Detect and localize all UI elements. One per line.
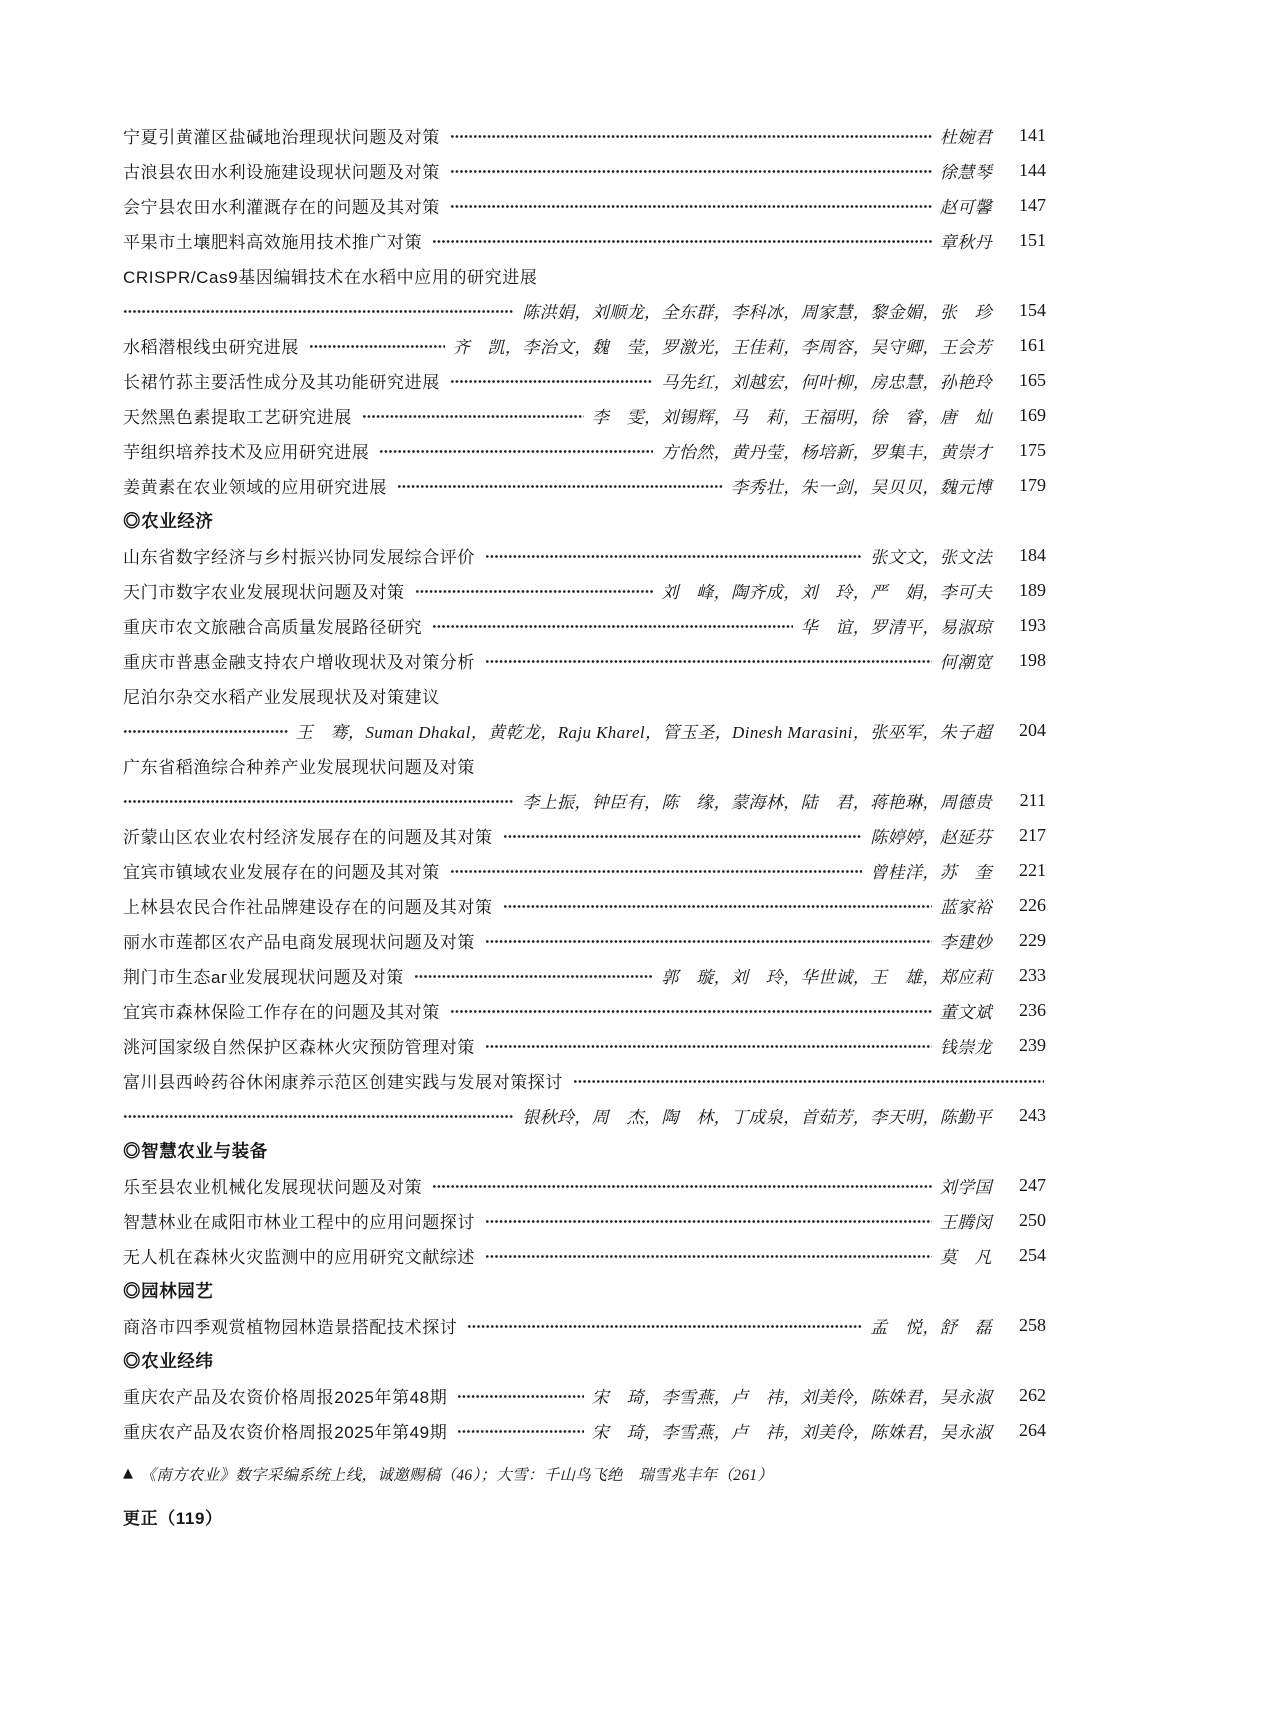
entry-authors: 李 雯，刘锡辉，马 莉，王福明，徐 睿，唐 灿 [591,408,992,427]
entry-authors: 李建妙 [939,933,992,952]
entry-title: 尼泊尔杂交水稻产业发展现状及对策建议 [123,688,440,707]
entry-page-number: 141 [1019,125,1046,145]
dotted-leader [457,1392,583,1401]
dotted-leader [450,867,862,876]
toc-list [123,118,1046,1448]
entry-authors: 杜婉君 [939,128,992,147]
entry-title: 长裙竹荪主要活性成分及其功能研究进展 [123,373,440,392]
entry-title: 宜宾市森林保险工作存在的问题及其对策 [123,1003,440,1022]
entry-title: 乐至县农业机械化发展现状问题及对策 [123,1178,423,1197]
section-header-text: ◎智慧农业与装备 [123,1141,268,1161]
entry-title: 商洛市四季观赏植物园林造景搭配技术探讨 [123,1318,458,1337]
section-header [123,503,1046,538]
entry-authors: 董文斌 [939,1003,992,1022]
entry-title: 洮河国家级自然保护区森林火灾预防管理对策 [123,1038,475,1057]
toc-entry [123,993,1046,1028]
entry-page-number: 258 [1019,1315,1046,1335]
entry-page-number: 254 [1019,1245,1046,1265]
entry-page-number: 144 [1019,160,1046,180]
entry-page-number: 169 [1019,405,1046,425]
toc-entry [123,853,1046,888]
dotted-leader [414,972,654,981]
entry-page-number: 229 [1019,930,1046,950]
entry-title: 姜黄素在农业领域的应用研究进展 [123,478,387,497]
entry-page-number: 198 [1019,650,1046,670]
triangle-icon: ▲ [123,1466,134,1481]
entry-page-number: 217 [1019,825,1046,845]
entry-authors: 宋 琦，李雪燕，卢 祎，刘美伶，陈姝君，吴永淑 [591,1423,992,1442]
entry-title: 富川县西岭药谷休闲康养示范区创建实践与发展对策探讨 [123,1073,563,1092]
entry-title: 山东省数字经济与乡村振兴协同发展综合评价 [123,548,475,567]
entry-title: 芋组织培养技术及应用研究进展 [123,443,370,462]
dotted-leader [432,622,792,631]
entry-authors: 郭 璇，刘 玲，华世诚，王 雄，郑应莉 [661,968,992,987]
entry-authors: 方怡然，黄丹莹，杨培新，罗集丰，黄崇才 [661,443,992,462]
dotted-leader [485,1042,932,1051]
dotted-leader [573,1077,1044,1086]
toc-entry [123,888,1046,923]
dotted-leader [123,797,514,806]
toc-entry-title-line [123,1063,1046,1098]
entry-authors: 华 谊，罗清平，易淑琼 [800,618,992,637]
toc-entry [123,328,1046,363]
entry-authors: 钱崇龙 [939,1038,992,1057]
dotted-leader [450,202,932,211]
toc-entry-authors-line [123,783,1046,818]
section-header-text: ◎农业经纬 [123,1351,214,1371]
entry-title: 重庆农产品及农资价格周报2025年第49期 [123,1423,448,1442]
toc-entry [123,223,1046,258]
entry-authors: 刘 峰，陶齐成，刘 玲，严 娟，李可夫 [661,583,992,602]
toc-entry [123,468,1046,503]
entry-title: 重庆市农文旅融合高质量发展路径研究 [123,618,423,637]
toc-entry [123,573,1046,608]
dotted-leader [123,1112,514,1121]
entry-authors: 李秀壮，朱一剑，吴贝贝，魏元博 [731,478,992,497]
entry-authors: 陈婷婷，赵延芬 [870,828,992,847]
entry-title: 会宁县农田水利灌溉存在的问题及其对策 [123,198,440,217]
section-header [123,1343,1046,1378]
section-header-text: ◎园林园艺 [123,1281,214,1301]
entry-page-number: 151 [1019,230,1046,250]
toc-entry [123,188,1046,223]
entry-authors: 王 骞，Suman Dhakal，黄乾龙，Raju Kharel，管玉圣，Dinesh Marasini，张巫军，朱子超 [295,723,992,742]
entry-authors: 徐慧琴 [939,163,992,182]
entry-authors: 莫 凡 [939,1248,992,1267]
footer-note [123,1456,1046,1491]
entry-title: 天门市数字农业发展现状问题及对策 [123,583,405,602]
dotted-leader [503,832,863,841]
dotted-leader [397,482,723,491]
toc-entry [123,1378,1046,1413]
correction-note: 更正（119） [123,1509,223,1528]
toc-entry-authors-line [123,1098,1046,1133]
toc-entry-authors-line [123,713,1046,748]
dotted-leader [485,552,862,561]
toc-entry-title-line [123,258,1046,293]
entry-authors: 张文文，张文法 [870,548,992,567]
dotted-leader [485,1252,932,1261]
section-header-text: ◎农业经济 [123,511,214,531]
dotted-leader [309,342,445,351]
entry-title: 无人机在森林火灾监测中的应用研究文献综述 [123,1248,475,1267]
toc-entry [123,363,1046,398]
dotted-leader [503,902,932,911]
toc-entry [123,433,1046,468]
toc-entry [123,608,1046,643]
entry-page-number: 154 [1019,300,1046,320]
entry-page-number: 262 [1019,1385,1046,1405]
entry-page-number: 179 [1019,475,1046,495]
dotted-leader [123,727,288,736]
entry-title: 水稻潜根线虫研究进展 [123,338,299,357]
entry-title: 上林县农民合作社品牌建设存在的问题及其对策 [123,898,493,917]
entry-page-number: 233 [1019,965,1046,985]
entry-page-number: 211 [1019,790,1046,810]
entry-title: 宁夏引黄灌区盐碱地治理现状问题及对策 [123,128,440,147]
toc-entry [123,118,1046,153]
entry-title: 古浪县农田水利设施建设现状问题及对策 [123,163,440,182]
entry-title: 沂蒙山区农业农村经济发展存在的问题及其对策 [123,828,493,847]
toc-entry [123,153,1046,188]
entry-title: 平果市土壤肥料高效施用技术推广对策 [123,233,423,252]
dotted-leader [485,1217,932,1226]
entry-page-number: 161 [1019,335,1046,355]
toc-entry [123,1203,1046,1238]
toc-entry [123,1168,1046,1203]
dotted-leader [450,1007,932,1016]
dotted-leader [467,1322,862,1331]
section-header [123,1133,1046,1168]
entry-page-number: 165 [1019,370,1046,390]
entry-authors: 何潮宽 [939,653,992,672]
toc-entry [123,818,1046,853]
entry-page-number: 264 [1019,1420,1046,1440]
entry-authors: 王腾闵 [939,1213,992,1232]
dotted-leader [450,132,932,141]
entry-authors: 李上振，钟臣有，陈 缘，蒙海林，陆 君，蒋艳琳，周德贵 [522,793,992,812]
dotted-leader [432,1182,932,1191]
entry-title: 广东省稻渔综合种养产业发展现状问题及对策 [123,758,475,777]
toc-entry [123,538,1046,573]
dotted-leader [450,377,654,386]
dotted-leader [123,307,514,316]
entry-title: 重庆农产品及农资价格周报2025年第48期 [123,1388,448,1407]
toc-entry [123,643,1046,678]
entry-title: 荆门市生态аг业发展现状问题及对策 [123,968,404,987]
entry-authors: 马先红，刘越宏，何叶柳，房忠慧，孙艳玲 [661,373,992,392]
dotted-leader [362,412,584,421]
toc-entry [123,923,1046,958]
entry-authors: 宋 琦，李雪燕，卢 祎，刘美伶，陈姝君，吴永淑 [591,1388,992,1407]
dotted-leader [450,167,932,176]
entry-title: 宜宾市镇域农业发展存在的问题及其对策 [123,863,440,882]
entry-title: 丽水市莲都区农产品电商发展现状问题及对策 [123,933,475,952]
entry-page-number: 175 [1019,440,1046,460]
toc-entry-title-line [123,748,1046,783]
entry-page-number: 184 [1019,545,1046,565]
entry-authors: 银秋玲，周 杰，陶 林，丁成泉，首茹芳，李天明，陈勤平 [522,1108,992,1127]
section-header [123,1273,1046,1308]
dotted-leader [485,937,932,946]
entry-title: 重庆市普惠金融支持农户增收现状及对策分析 [123,653,475,672]
entry-authors: 蓝家裕 [939,898,992,917]
entry-title: 天然黑色素提取工艺研究进展 [123,408,352,427]
entry-page-number: 147 [1019,195,1046,215]
entry-page-number: 189 [1019,580,1046,600]
entry-page-number: 243 [1019,1105,1046,1125]
toc-entry [123,1308,1046,1343]
dotted-leader [379,447,653,456]
toc-entry [123,1028,1046,1063]
entry-page-number: 247 [1019,1175,1046,1195]
entry-title: CRISPR/Cas9基因编辑技术在水稻中应用的研究进展 [123,268,538,287]
entry-authors: 章秋丹 [939,233,992,252]
entry-authors: 刘学国 [939,1178,992,1197]
entry-authors: 曾桂洋，苏 奎 [870,863,992,882]
toc-entry [123,398,1046,433]
dotted-leader [485,657,932,666]
toc-content [123,118,1046,1534]
dotted-leader [457,1427,583,1436]
entry-authors: 陈洪娟，刘顺龙，全东群，李科冰，周家慧，黎金媚，张 珍 [522,303,992,322]
entry-authors: 齐 凯，李治文，魏 莹，罗激光，王佳莉，李周容，吴守卿，王会芳 [452,338,992,357]
dotted-leader [432,237,932,246]
toc-entry [123,1413,1046,1448]
entry-authors: 孟 悦，舒 磊 [870,1318,992,1337]
toc-entry [123,1238,1046,1273]
toc-entry-authors-line [123,293,1046,328]
entry-page-number: 236 [1019,1000,1046,1020]
footer-note-text: 《南方农业》数字采编系统上线，诚邀赐稿（46）；大雪：千山鸟飞绝 瑞雪兆丰年（261） [140,1466,774,1484]
entry-page-number: 250 [1019,1210,1046,1230]
entry-page-number: 221 [1019,860,1046,880]
entry-page-number: 226 [1019,895,1046,915]
entry-page-number: 239 [1019,1035,1046,1055]
dotted-leader [415,587,654,596]
entry-page-number: 204 [1019,720,1046,740]
entry-authors: 赵可馨 [939,198,992,217]
entry-page-number: 193 [1019,615,1046,635]
entry-title: 智慧林业在咸阳市林业工程中的应用问题探讨 [123,1213,475,1232]
toc-entry-title-line [123,678,1046,713]
toc-entry [123,958,1046,993]
